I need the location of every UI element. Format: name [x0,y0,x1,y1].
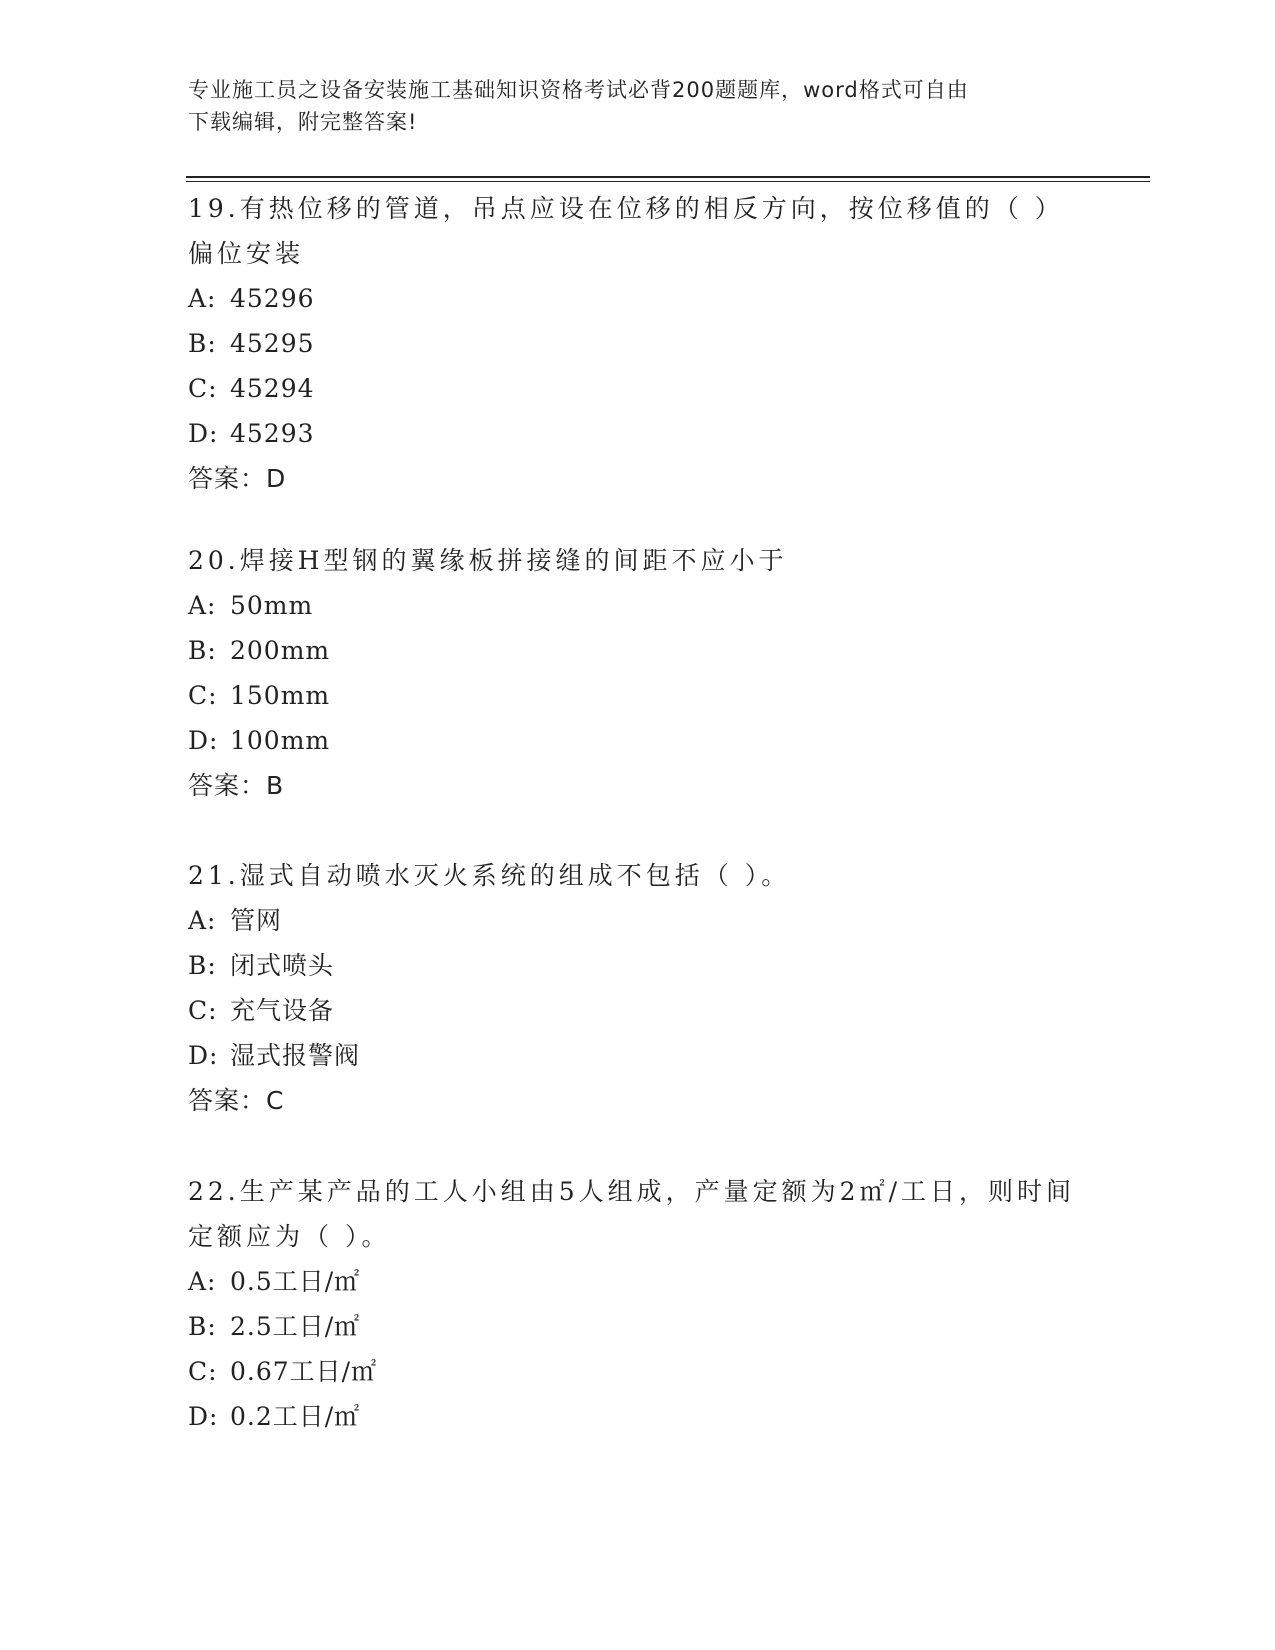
option-text: 45294 [230,374,315,403]
option-a [188,583,1108,628]
option-label: B: [188,329,217,358]
question-stem: 20.焊接H型钢的翼缘板拼接缝的间距不应小于 [188,546,788,575]
option-text: 管网 [230,906,283,935]
option-label: B: [188,1312,217,1341]
option-d [188,718,1108,763]
question-20 [188,538,1108,808]
option-b [188,628,1108,673]
answer: 答案：D [188,464,287,493]
option-label: C: [188,1357,218,1386]
header-rule-thick [186,176,1150,178]
option-text: 充气设备 [230,996,335,1025]
option-a [188,276,1108,321]
option-label: D: [188,1041,219,1070]
option-d [188,1394,1108,1439]
option-label: B: [188,636,217,665]
option-text: 2.5工日/㎡ [230,1312,361,1341]
question-22 [188,1169,1108,1439]
option-b [188,943,1108,988]
header-line-2: 下载编辑，附完整答案! [188,110,418,134]
question-19 [188,186,1108,501]
option-text: 0.67工日/㎡ [230,1357,378,1386]
option-text: 45293 [230,419,315,448]
question-stem-continued: 定额应为（ ）。 [188,1222,391,1251]
option-label: D: [188,726,219,755]
option-label: B: [188,951,217,980]
option-text: 0.5工日/㎡ [230,1267,361,1296]
option-c [188,988,1108,1033]
option-a [188,1259,1108,1304]
option-text: 湿式报警阀 [230,1041,361,1070]
option-b [188,321,1108,366]
option-text: 闭式喷头 [230,951,335,980]
option-text: 200mm [230,636,331,665]
option-label: A: [188,906,217,935]
option-label: D: [188,1402,219,1431]
option-label: C: [188,374,218,403]
question-stem-continued: 偏位安装 [188,239,305,268]
option-a [188,898,1108,943]
option-b [188,1304,1108,1349]
option-c [188,673,1108,718]
header-rule-thin [186,181,1150,182]
option-label: C: [188,996,218,1025]
answer: 答案：C [188,1086,285,1115]
option-text: 45295 [230,329,315,358]
header-line-1: 专业施工员之设备安装施工基础知识资格考试必背200题题库，word格式可自由 [188,78,969,102]
option-label: D: [188,419,219,448]
question-21 [188,853,1108,1123]
question-stem: 22.生产某产品的工人小组由5人组成，产量定额为2㎡/工日，则时间 [188,1177,1075,1206]
option-label: A: [188,591,217,620]
option-text: 0.2工日/㎡ [230,1402,361,1431]
document-header [188,74,1068,138]
option-d [188,411,1108,456]
option-text: 100mm [230,726,331,755]
option-label: A: [188,284,217,313]
answer: 答案：B [188,771,285,800]
question-stem: 21.湿式自动喷水灭火系统的组成不包括（ ）。 [188,861,791,890]
question-stem: 19.有热位移的管道，吊点应设在位移的相反方向，按位移值的（ ） [188,194,1064,223]
option-d [188,1033,1108,1078]
option-text: 50mm [230,591,314,620]
option-text: 150mm [230,681,331,710]
option-label: A: [188,1267,217,1296]
option-c [188,1349,1108,1394]
option-label: C: [188,681,218,710]
option-text: 45296 [230,284,315,313]
option-c [188,366,1108,411]
